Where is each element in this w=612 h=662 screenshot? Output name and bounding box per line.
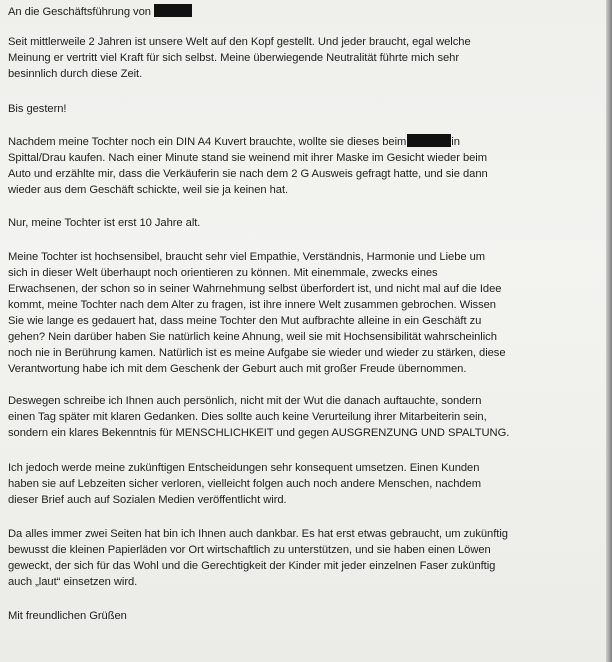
text-line: Meine Tochter ist hochsensibel, braucht sehr viel Empathie, Verständnis, Harmonie und Liebe um bbox=[8, 251, 486, 263]
text-line: Verantwortung habe ich mit dem Geschenk der Geburt auch mit großer Freude übernommen. bbox=[8, 363, 467, 375]
text-line: Bis gestern! bbox=[8, 103, 67, 115]
address-text: An die Geschäftsführung von bbox=[8, 6, 151, 18]
redaction-box bbox=[154, 4, 192, 17]
paragraph-intro bbox=[8, 34, 592, 82]
text-line: Deswegen schreibe ich Ihnen auch persönlich, nicht mit der Wut die danach auftauchte, sondern bbox=[8, 395, 482, 407]
text-line: sich in dieser Welt überhaupt noch orientieren zu können. Mit einemmale, zwecks eines bbox=[8, 267, 438, 279]
text-line: sondern ein klares Bekenntnis für MENSCHLICHKEIT und gegen AUSGRENZUNG UND SPALTUNG. bbox=[8, 427, 510, 439]
text-line: Auto und erzählte mir, dass die Verkäuferin sie nach dem 2 G Ausweis gefragt hatte, und sie dann bbox=[8, 168, 488, 180]
text-line: geweckt, der sich für das Wohl und die Gerechtigkeit der Kinder mit jeder einzelnen Faser zukünftig bbox=[8, 560, 496, 572]
text-line: Sie wie lange es gedauert hat, dass meine Tochter den Mut aufbrachte alleine in ein Geschäft zu bbox=[8, 315, 482, 327]
paragraph-decisions bbox=[8, 460, 592, 508]
text-line: auch „laut“ einsetzen wird. bbox=[8, 576, 138, 588]
text-line: Meinung er vertritt viel Kraft für sich selbst. Meine überwiegende Neutralität führte mich sehr bbox=[8, 52, 460, 64]
text-line: kommt, meine Tochter nach dem Alter zu fragen, ist ihre innere Welt zusammen gebrochen. Wissen bbox=[8, 299, 496, 311]
paragraph-story bbox=[8, 134, 592, 198]
paragraph-sensitive bbox=[8, 249, 592, 377]
text-line: haben sie auf Lebzeiten sicher verloren, vielleicht folgen auch noch andere Menschen, nachdem bbox=[8, 478, 481, 490]
text-line: einen Tag später mit klaren Gedanken. Dies sollte auch keine Verurteilung ihrer Mitarbeiterin sein, bbox=[8, 411, 487, 423]
text-line: Erwachsenen, der schon so in seiner Wahrnehmung selbst überfordert ist, und nicht mal auf die Idee bbox=[8, 283, 502, 295]
closing-text: Mit freundlichen Grüßen bbox=[8, 610, 127, 622]
story-text-after: in bbox=[451, 136, 460, 148]
text-line: gehen? Nein darüber haben Sie natürlich keine Ahnung, weil sie mit Hochsensibilität wahrscheinlich bbox=[8, 331, 497, 343]
story-text-before: Nachdem meine Tochter noch ein DIN A4 Kuvert brauchte, wollte sie dieses beim bbox=[8, 136, 407, 148]
page-edge-shadow bbox=[606, 0, 612, 662]
letter-address bbox=[8, 4, 592, 20]
text-line: besinnlich durch diese Zeit. bbox=[8, 68, 143, 80]
text-line: Nur, meine Tochter ist erst 10 Jahre alt. bbox=[8, 217, 201, 229]
text-line: bewusst die kleinen Papierläden vor Ort wirtschaftlich zu unterstützen, und sie haben einen Löwen bbox=[8, 544, 491, 556]
text-line: noch nie in Berührung kamen. Natürlich ist es meine Aufgabe sie wieder und wieder zu stärken, diese bbox=[8, 347, 506, 359]
text-line: Seit mittlerweile 2 Jahren ist unsere Welt auf den Kopf gestellt. Und jeder braucht, egal welche bbox=[8, 36, 471, 48]
paragraph-thanks bbox=[8, 526, 592, 590]
paragraph-until-yesterday bbox=[8, 101, 592, 117]
paragraph-personal bbox=[8, 393, 592, 441]
paragraph-age bbox=[8, 215, 592, 231]
text-line: dieser Brief auch auf Sozialen Medien veröffentlicht wird. bbox=[8, 494, 287, 506]
text-line: Spittal/Drau kaufen. Nach einer Minute stand sie weinend mit ihrer Maske im Gesicht wieder beim bbox=[8, 152, 488, 164]
text-line bbox=[8, 134, 592, 150]
text-line: Da alles immer zwei Seiten hat bin ich Ihnen auch dankbar. Es hat erst etwas gebraucht, um zukünftig bbox=[8, 528, 508, 540]
text-line: wieder aus dem Geschäft schickte, weil sie ja keinen hat. bbox=[8, 184, 289, 196]
redaction-box bbox=[407, 134, 451, 147]
closing bbox=[8, 608, 592, 624]
text-line: Ich jedoch werde meine zukünftigen Entscheidungen sehr konsequent umsetzen. Einen Kunden bbox=[8, 462, 480, 474]
